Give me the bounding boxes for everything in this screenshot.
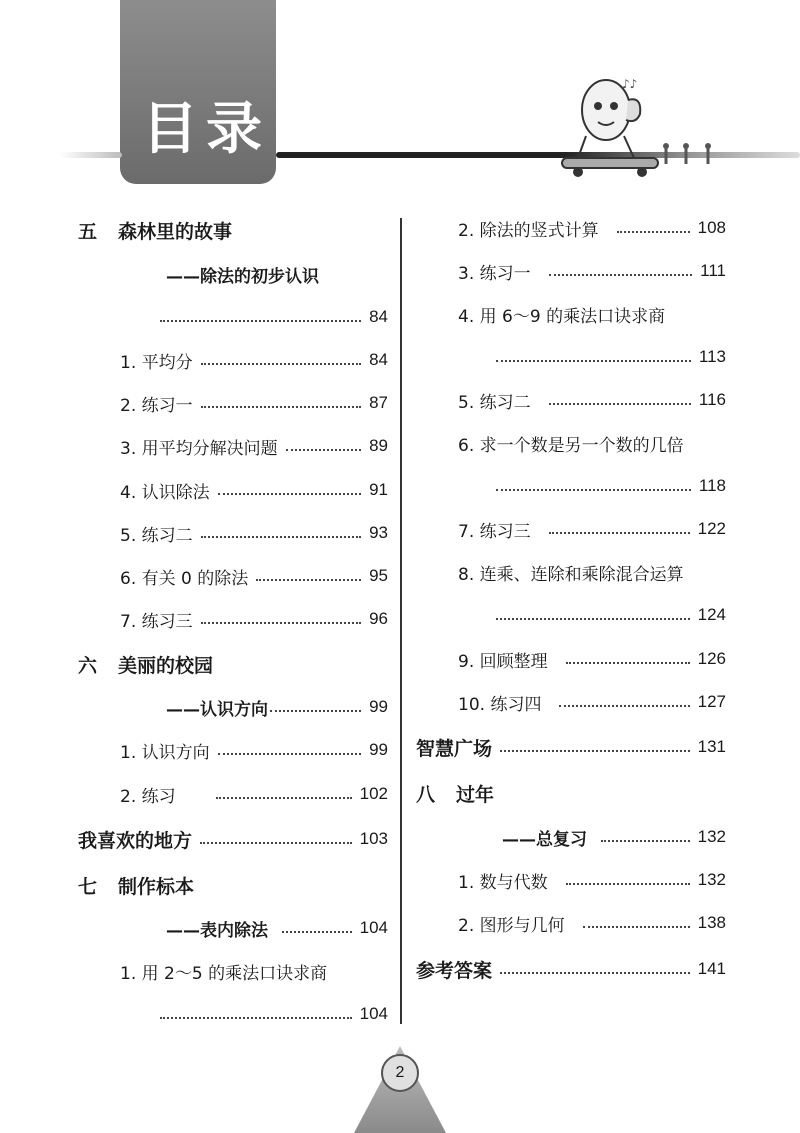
toc-entry-text[interactable]: 1. 用 2～5 的乘法口诀求商 — [120, 963, 328, 984]
skateboard-mascot-illustration — [556, 66, 726, 186]
chapter-5-subtitle: ——除法的初步认识 — [166, 266, 319, 287]
toc-entry-answers[interactable]: 参考答案 141 — [416, 959, 726, 982]
chapter-7-heading: 七 制作标本 — [78, 875, 195, 898]
toc-entry[interactable]: 2. 图形与几何 138 — [458, 913, 726, 936]
toc-entry-text[interactable]: 4. 用 6～9 的乘法口诀求商 — [458, 306, 666, 327]
toc-entry-chapter-7[interactable]: ——表内除法 104 — [166, 918, 388, 941]
toc-entry[interactable]: 9. 回顾整理 126 — [458, 649, 726, 672]
toc-entry-wisdom-square[interactable]: 智慧广场 131 — [416, 737, 726, 760]
toc-entry[interactable]: 104 — [160, 1000, 388, 1028]
toc-entry-text[interactable]: 6. 求一个数是另一个数的几倍 — [458, 435, 684, 456]
toc-entry[interactable]: 113 — [496, 343, 726, 371]
toc-entry-text[interactable]: 8. 连乘、连除和乘除混合运算 — [458, 564, 684, 585]
toc-entry[interactable]: 1. 数与代数 132 — [458, 870, 726, 893]
chapter-8-heading: 八 过年 — [416, 783, 495, 806]
column-divider — [400, 218, 402, 1024]
toc-entry-chapter-8[interactable]: ——总复习 132 — [502, 827, 726, 850]
toc-entry[interactable]: 7. 练习三 96 — [120, 609, 388, 632]
toc-entry[interactable]: 7. 练习三 122 — [458, 519, 726, 542]
page-number: 2 — [381, 1054, 419, 1092]
toc-entry[interactable]: 4. 认识除法 91 — [120, 480, 388, 503]
toc-entry[interactable]: 2. 练习 102 — [120, 784, 388, 807]
toc-entry[interactable]: 10. 练习四 127 — [458, 692, 726, 715]
chapter-5-heading: 五 森林里的故事 — [78, 220, 233, 243]
toc-entry-chapter-5[interactable]: 84 — [160, 303, 388, 331]
toc-entry[interactable]: 5. 练习二 93 — [120, 523, 388, 546]
toc-entry-my-favorite-place[interactable]: 我喜欢的地方 103 — [78, 829, 388, 852]
toc-entry[interactable]: 118 — [496, 472, 726, 500]
toc-entry[interactable]: 2. 除法的竖式计算 108 — [458, 218, 726, 241]
toc-entry[interactable]: 6. 有关 0 的除法 95 — [120, 566, 388, 589]
toc-entry[interactable]: 124 — [496, 601, 726, 629]
toc-entry[interactable]: 1. 认识方向 99 — [120, 740, 388, 763]
toc-entry-chapter-6[interactable]: ——认识方向 99 — [166, 697, 388, 720]
header-rule-left — [60, 152, 122, 158]
toc-entry[interactable]: 5. 练习二 116 — [458, 390, 726, 413]
toc-entry[interactable]: 3. 练习一 111 — [458, 261, 726, 284]
svg-text:♪♪: ♪♪ — [622, 77, 638, 91]
toc-entry[interactable]: 3. 用平均分解决问题 89 — [120, 436, 388, 459]
toc-entry[interactable]: 2. 练习一 87 — [120, 393, 388, 416]
page-title: 目录 — [142, 97, 270, 162]
toc-entry[interactable]: 1. 平均分 84 — [120, 350, 388, 373]
chapter-6-heading: 六 美丽的校园 — [78, 654, 214, 677]
